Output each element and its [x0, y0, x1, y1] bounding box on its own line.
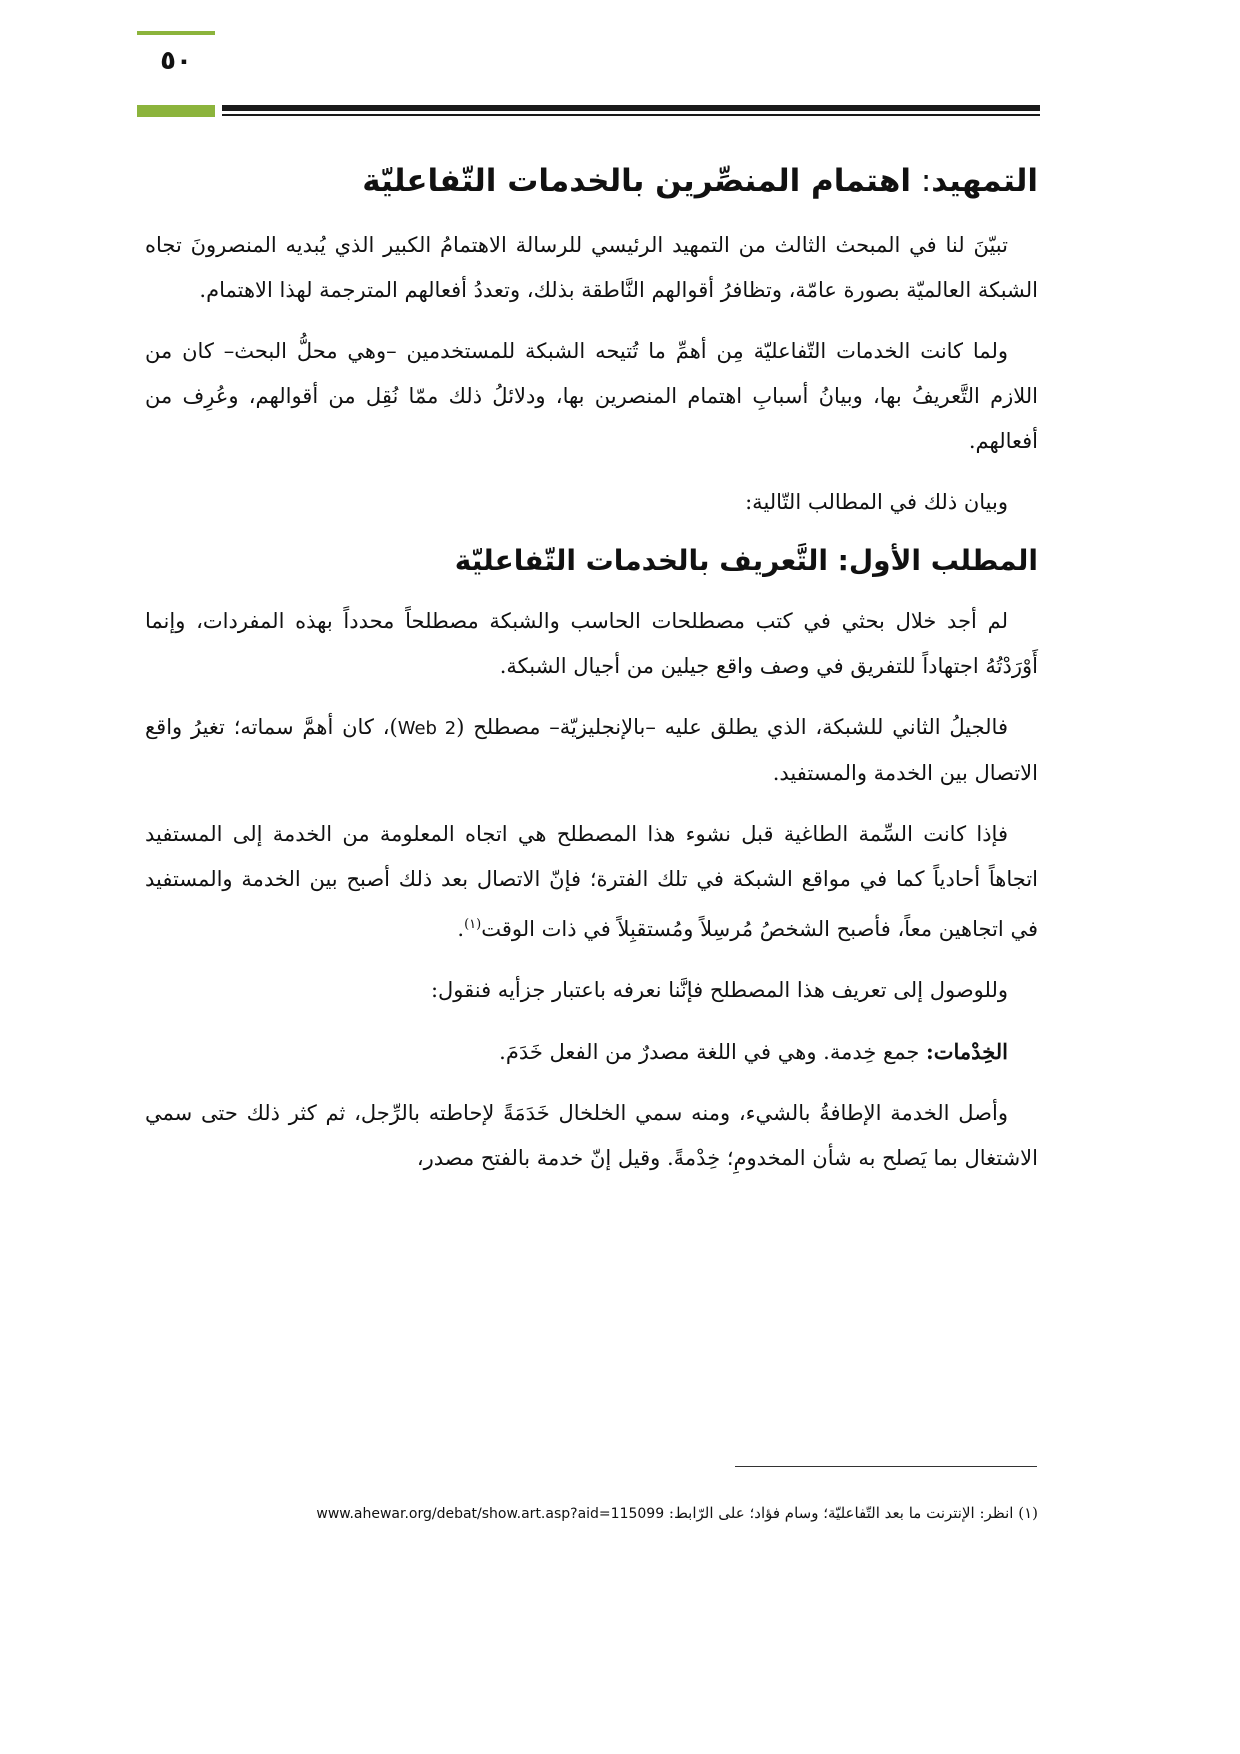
paragraph-7: وللوصول إلى تعريف هذا المصطلح فإنَّنا نعرفه باعتبار جزأيه فنقول:: [430, 977, 1008, 1002]
footnote-ref[interactable]: (١): [464, 916, 482, 932]
section-heading: المطلب الأول: التَّعريف بالخدمات التّفاعليّة: [454, 544, 1038, 578]
web2-term: Web 2: [397, 717, 457, 739]
paragraph-6: [145, 812, 1038, 952]
footnote-rule: [735, 1466, 1037, 1467]
intro-heading: [145, 160, 1038, 203]
paragraph-6-end: .: [457, 916, 465, 941]
paragraph-2: ولما كانت الخدمات التّفاعليّة مِن أهمِّ ما تُتيحه الشبكة للمستخدمين –وهي محلُّ البحث– كان من اللازم التَّعريفُ بها، وبيانُ أسبابِ اهتمام المنصرين بها، ودلائلُ ذلك ممّا نُقِل من أقوالهم، وعُرِف من أفعالهم.: [145, 339, 1038, 454]
footnote-link[interactable]: www.ahewar.org/debat/show.art.asp?aid=115099: [316, 1506, 665, 1522]
paragraph-8: [145, 1029, 1038, 1075]
header-accent-top: [137, 31, 215, 35]
paragraph-5: [145, 705, 1038, 796]
paragraph-1: تبيّنَ لنا في المبحث الثالث من التمهيد الرئيسي للرسالة الاهتمامُ الكبير الذي يُبديه المنصرونَ تجاه الشبكة العالميّة بصورة عامّة، وتظافرُ أقوالهم النَّاطقة بذلك، وتعددُ أفعالهم المترجمة لهذا الاهتمام.: [145, 233, 1038, 303]
footnote: [145, 1500, 1038, 1527]
intro-heading-label: التمهيد: [931, 163, 1038, 199]
header-accent-bottom: [137, 105, 215, 117]
intro-heading-separator: :: [920, 163, 932, 199]
footnote-text: (١) انظر: الإنترنت ما بعد التّفاعليّة؛ وسام فؤاد؛ على الرّابط:: [668, 1504, 1038, 1522]
paragraph-9: وأصل الخدمة الإطافةُ بالشيء، ومنه سمي الخلخال خَدَمَةً لإحاطته بالرِّجل، ثم كثر ذلك حتى سمي الاشتغال بما يَصلح به شأن المخدومِ؛ خِدْمةً. وقيل إنّ خدمة بالفتح مصدر،: [145, 1100, 1038, 1170]
paragraph-8-rest: جمع خِدمة. وهي في اللغة مصدرٌ من الفعل خَدَمَ.: [499, 1039, 927, 1064]
paragraph-6-text: فإذا كانت السِّمة الطاغية قبل نشوء هذا المصطلح هي اتجاه المعلومة من الخدمة إلى المستفيد اتجاهاً أحادياً كما في مواقع الشبكة في تلك الفترة؛ فإنّ الاتصال بعد ذلك أصبح بين الخدمة والمستفيد في اتجاهين معاً، فأصبح الشخصُ مُرسِلاً ومُستقبِلاً في ذات الوقت: [145, 821, 1038, 941]
header-rule: [222, 105, 1040, 111]
paragraph-5-before: فالجيلُ الثاني للشبكة، الذي يطلق عليه –بالإنجليزيّة– مصطلح (: [456, 714, 1008, 739]
intro-heading-title: اهتمام المنصِّرين بالخدمات التّفاعليّة: [362, 163, 911, 199]
paragraph-5-after: )، كان أهمَّ سماته؛ تغيرُ واقع الاتصال بين الخدمة والمستفيد.: [145, 714, 1038, 785]
paragraph-4: لم أجد خلال بحثي في كتب مصطلحات الحاسب والشبكة مصطلحاً محدداً بهذه المفردات، وإنما أَوْرَدْتُهُ اجتهاداً للتفريق في وصف واقع جيلين من أجيال الشبكة.: [145, 608, 1038, 678]
header-rule-thin: [222, 114, 1040, 116]
page-body: [145, 150, 1038, 1197]
page-number: ٥٠: [160, 46, 192, 76]
term-khidmat: الخِدْمات:: [926, 1038, 1008, 1064]
paragraph-3: وبيان ذلك في المطالب التّالية:: [745, 490, 1008, 515]
